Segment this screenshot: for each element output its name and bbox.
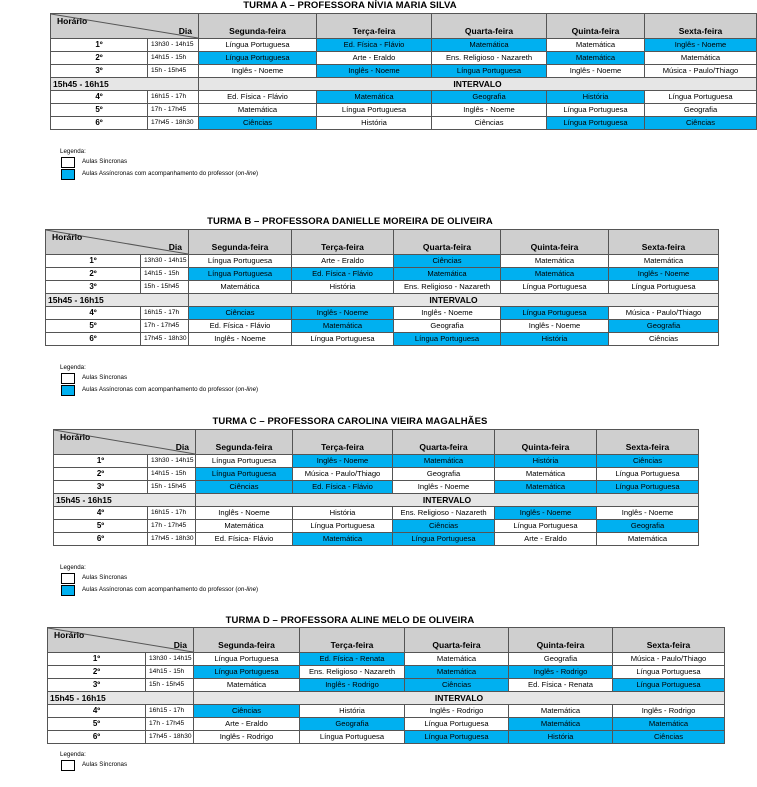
horario-dia-header xyxy=(48,628,194,653)
sync-class-cell: Música - Paulo/Thiago xyxy=(609,307,719,320)
async-class-cell: Língua Portuguesa xyxy=(547,117,645,130)
sync-class-cell: Língua Portuguesa xyxy=(293,520,393,533)
async-class-cell: Ciências xyxy=(645,117,757,130)
horario-label: Horário xyxy=(52,232,83,242)
period-number: 1º xyxy=(46,255,141,268)
period-number: 5º xyxy=(48,718,146,731)
sync-class-cell: Música - Paulo/Thiago xyxy=(293,468,393,481)
legend-async-suffix: ) xyxy=(256,586,259,593)
period-number: 2º xyxy=(48,666,146,679)
async-class-cell: Ciências xyxy=(196,481,293,494)
async-class-cell: Matemática xyxy=(432,39,547,52)
period-time: 17h45 - 18h30 xyxy=(146,731,194,744)
period-row xyxy=(51,91,757,104)
break-label: INTERVALO xyxy=(196,494,699,507)
legend-title: Legenda: xyxy=(60,148,86,155)
break-row xyxy=(51,78,757,91)
sync-class-cell: Ens. Religioso - Nazareth xyxy=(432,52,547,65)
async-class-cell: Inglês - Noeme xyxy=(609,268,719,281)
period-number: 4º xyxy=(48,705,146,718)
period-time: 15h - 15h45 xyxy=(148,65,199,78)
period-time: 13h30 - 14h15 xyxy=(141,255,189,268)
period-number: 3º xyxy=(48,679,146,692)
async-class-cell: Matemática xyxy=(317,91,432,104)
break-label: INTERVALO xyxy=(199,78,757,91)
async-class-cell: Ciências xyxy=(189,307,292,320)
legend-title: Legenda: xyxy=(60,564,86,571)
sync-class-cell: Matemática xyxy=(509,705,613,718)
period-number: 6º xyxy=(46,333,141,346)
async-class-cell: História xyxy=(495,455,597,468)
sync-class-cell: Língua Portuguesa xyxy=(199,39,317,52)
sync-class-cell: Língua Portuguesa xyxy=(609,281,719,294)
legend-async-text xyxy=(82,170,258,177)
sync-class-cell: Língua Portuguesa xyxy=(189,255,292,268)
async-class-cell: Língua Portuguesa xyxy=(613,679,725,692)
sync-class-cell: Língua Portuguesa xyxy=(597,468,699,481)
async-swatch xyxy=(61,169,75,180)
sync-class-cell: Inglês - Noeme xyxy=(196,507,293,520)
day-header: Sexta-feira xyxy=(613,628,725,653)
break-time: 15h45 - 16h15 xyxy=(51,78,199,91)
legend-title: Legenda: xyxy=(60,751,86,758)
header-row xyxy=(46,230,719,255)
legend-d xyxy=(60,751,320,787)
break-row xyxy=(48,692,725,705)
day-header: Quinta-feira xyxy=(495,430,597,455)
period-row xyxy=(54,533,699,546)
async-class-cell: Ciências xyxy=(393,520,495,533)
period-row xyxy=(46,255,719,268)
sync-class-cell: Geografia xyxy=(509,653,613,666)
period-row xyxy=(46,333,719,346)
dia-label: Dia xyxy=(168,242,182,252)
sync-class-cell: Língua Portuguesa xyxy=(613,666,725,679)
horario-dia-header xyxy=(46,230,189,255)
period-number: 3º xyxy=(54,481,148,494)
period-number: 2º xyxy=(54,468,148,481)
sync-class-cell: Geografia xyxy=(393,468,495,481)
async-class-cell: Matemática xyxy=(405,666,509,679)
sync-class-cell: Matemática xyxy=(199,104,317,117)
period-number: 5º xyxy=(51,104,148,117)
sync-class-cell: Inglês - Noeme xyxy=(189,333,292,346)
sync-class-cell: Língua Portuguesa xyxy=(405,718,509,731)
sync-class-cell: História xyxy=(292,281,394,294)
async-class-cell: Inglês - Rodrigo xyxy=(300,679,405,692)
schedule-table-d xyxy=(47,627,725,744)
async-class-cell: Matemática xyxy=(613,718,725,731)
sync-class-cell: Matemática xyxy=(501,255,609,268)
period-time: 16h15 - 17h xyxy=(148,507,196,520)
period-time: 17h - 17h45 xyxy=(141,320,189,333)
sync-class-cell: Ed. Física - Flávio xyxy=(199,91,317,104)
sync-class-cell: Geografia xyxy=(645,104,757,117)
async-class-cell: Inglês - Noeme xyxy=(317,65,432,78)
day-header: Segunda-feira xyxy=(189,230,292,255)
class-title-a: TURMA A – PROFESSORA NÍVIA MARIA SILVA xyxy=(243,0,457,11)
sync-class-cell: Música - Paulo/Thiago xyxy=(613,653,725,666)
async-class-cell: Ed. Física - Renata xyxy=(300,653,405,666)
header-row xyxy=(54,430,699,455)
period-row xyxy=(51,65,757,78)
day-header: Quinta-feira xyxy=(509,628,613,653)
dia-label: Dia xyxy=(178,26,192,36)
period-time: 13h30 - 14h15 xyxy=(148,39,199,52)
sync-class-cell: Inglês - Noeme xyxy=(199,65,317,78)
day-header: Terça-feira xyxy=(293,430,393,455)
period-number: 4º xyxy=(54,507,148,520)
async-class-cell: Ciências xyxy=(194,705,300,718)
async-swatch xyxy=(61,585,75,596)
period-row xyxy=(48,653,725,666)
day-header: Quarta-feira xyxy=(432,14,547,39)
period-time: 17h45 - 18h30 xyxy=(141,333,189,346)
period-number: 1º xyxy=(48,653,146,666)
async-class-cell: Matemática xyxy=(495,481,597,494)
async-class-cell: Geografia xyxy=(597,520,699,533)
sync-class-cell: Matemática xyxy=(194,679,300,692)
async-class-cell: Ciências xyxy=(394,255,501,268)
break-label: INTERVALO xyxy=(194,692,725,705)
period-number: 5º xyxy=(54,520,148,533)
day-header: Sexta-feira xyxy=(645,14,757,39)
legend-async-prefix: Aulas Assíncronas com acompanhamento do professor ( xyxy=(82,170,238,177)
period-time: 16h15 - 17h xyxy=(141,307,189,320)
period-time: 15h - 15h45 xyxy=(146,679,194,692)
period-number: 2º xyxy=(51,52,148,65)
async-class-cell: Língua Portuguesa xyxy=(432,65,547,78)
sync-class-cell: Ed. Física- Flávio xyxy=(196,533,293,546)
sync-class-cell: Inglês - Noeme xyxy=(394,307,501,320)
legend-sync-text: Aulas Síncronas xyxy=(82,374,128,381)
period-row xyxy=(48,718,725,731)
period-time: 14h15 - 15h xyxy=(141,268,189,281)
period-row xyxy=(46,268,719,281)
async-class-cell: Ciências xyxy=(613,731,725,744)
sync-class-cell: Língua Portuguesa xyxy=(194,653,300,666)
async-swatch xyxy=(61,385,75,396)
break-row xyxy=(46,294,719,307)
period-row xyxy=(54,507,699,520)
period-time: 13h30 - 14h15 xyxy=(146,653,194,666)
legend-sync-text: Aulas Síncronas xyxy=(82,574,128,581)
day-header: Segunda-feira xyxy=(199,14,317,39)
class-title-b: TURMA B – PROFESSORA DANIELLE MOREIRA DE OLIVEIRA xyxy=(207,216,493,227)
async-class-cell: Língua Portuguesa xyxy=(189,268,292,281)
sync-class-cell: Ciências xyxy=(432,117,547,130)
legend-c xyxy=(60,564,320,600)
period-row xyxy=(48,679,725,692)
async-class-cell: Inglês - Noeme xyxy=(645,39,757,52)
legend-async-suffix: ) xyxy=(256,170,259,177)
async-class-cell: Língua Portuguesa xyxy=(597,481,699,494)
day-header: Segunda-feira xyxy=(196,430,293,455)
sync-class-cell: História xyxy=(293,507,393,520)
day-header: Segunda-feira xyxy=(194,628,300,653)
period-number: 3º xyxy=(46,281,141,294)
day-header: Terça-feira xyxy=(317,14,432,39)
horario-label: Horário xyxy=(60,432,91,442)
sync-class-cell: Matemática xyxy=(405,653,509,666)
async-class-cell: Língua Portuguesa xyxy=(196,468,293,481)
sync-class-cell: Língua Portuguesa xyxy=(196,455,293,468)
async-class-cell: Língua Portuguesa xyxy=(199,52,317,65)
period-row xyxy=(54,455,699,468)
async-class-cell: Matemática xyxy=(293,533,393,546)
sync-class-cell: Língua Portuguesa xyxy=(317,104,432,117)
legend-async-suffix: ) xyxy=(256,386,259,393)
break-time: 15h45 - 16h15 xyxy=(46,294,189,307)
async-class-cell: Inglês - Rodrigo xyxy=(509,666,613,679)
async-class-cell: Ed. Física - Flávio xyxy=(317,39,432,52)
sync-class-cell: História xyxy=(300,705,405,718)
async-class-cell: Matemática xyxy=(292,320,394,333)
legend-title: Legenda: xyxy=(60,364,86,371)
schedule-table-c xyxy=(53,429,699,546)
period-row xyxy=(54,520,699,533)
async-class-cell: Geografia xyxy=(432,91,547,104)
period-number: 5º xyxy=(46,320,141,333)
sync-class-cell: Língua Portuguesa xyxy=(495,520,597,533)
sync-class-cell: Matemática xyxy=(547,39,645,52)
sync-swatch xyxy=(61,573,75,584)
legend-async-prefix: Aulas Assíncronas com acompanhamento do professor ( xyxy=(82,586,238,593)
legend-async-online: on-line xyxy=(237,386,257,393)
period-time: 17h - 17h45 xyxy=(148,520,196,533)
schedule-table-b xyxy=(45,229,719,346)
period-row xyxy=(46,320,719,333)
sync-class-cell: Inglês - Rodrigo xyxy=(613,705,725,718)
day-header: Sexta-feira xyxy=(609,230,719,255)
day-header: Quarta-feira xyxy=(405,628,509,653)
period-row xyxy=(51,117,757,130)
day-header: Terça-feira xyxy=(292,230,394,255)
period-row xyxy=(51,104,757,117)
async-class-cell: Ciências xyxy=(597,455,699,468)
period-row xyxy=(54,481,699,494)
period-time: 17h - 17h45 xyxy=(146,718,194,731)
day-header: Quinta-feira xyxy=(547,14,645,39)
period-row xyxy=(46,281,719,294)
legend-sync-text: Aulas Síncronas xyxy=(82,158,128,165)
dia-label: Dia xyxy=(175,442,189,452)
legend-sync-text: Aulas Síncronas xyxy=(82,761,128,768)
sync-class-cell: Arte - Eraldo xyxy=(292,255,394,268)
sync-class-cell: Ens. Religioso - Nazareth xyxy=(393,507,495,520)
day-header: Quarta-feira xyxy=(394,230,501,255)
sync-class-cell: Ed. Física - Renata xyxy=(509,679,613,692)
period-time: 14h15 - 15h xyxy=(148,468,196,481)
async-class-cell: Matemática xyxy=(501,268,609,281)
horario-dia-header xyxy=(51,14,199,39)
async-class-cell: Ed. Física - Flávio xyxy=(292,268,394,281)
class-title-d: TURMA D – PROFESSORA ALINE MELO DE OLIVEIRA xyxy=(225,615,475,626)
day-header: Quinta-feira xyxy=(501,230,609,255)
sync-class-cell: Inglês - Noeme xyxy=(547,65,645,78)
period-time: 15h - 15h45 xyxy=(148,481,196,494)
sync-class-cell: Matemática xyxy=(597,533,699,546)
sync-class-cell: História xyxy=(317,117,432,130)
header-row xyxy=(48,628,725,653)
async-class-cell: Ed. Física - Flávio xyxy=(293,481,393,494)
schedule-table-a xyxy=(50,13,757,130)
sync-class-cell: Música - Paulo/Thiago xyxy=(645,65,757,78)
sync-class-cell: Inglês - Noeme xyxy=(432,104,547,117)
period-time: 14h15 - 15h xyxy=(148,52,199,65)
async-class-cell: Ciências xyxy=(405,679,509,692)
break-row xyxy=(54,494,699,507)
sync-class-cell: Matemática xyxy=(196,520,293,533)
sync-class-cell: Língua Portuguesa xyxy=(547,104,645,117)
period-row xyxy=(51,39,757,52)
sync-class-cell: Ens. Religioso - Nazareth xyxy=(300,666,405,679)
sync-class-cell: Inglês - Noeme xyxy=(597,507,699,520)
period-number: 4º xyxy=(51,91,148,104)
sync-class-cell: Inglês - Noeme xyxy=(393,481,495,494)
horario-dia-header xyxy=(54,430,196,455)
sync-class-cell: Língua Portuguesa xyxy=(292,333,394,346)
period-time: 17h45 - 18h30 xyxy=(148,117,199,130)
sync-class-cell: Ens. Religioso - Nazareth xyxy=(394,281,501,294)
async-class-cell: Língua Portuguesa xyxy=(405,731,509,744)
period-number: 1º xyxy=(54,455,148,468)
async-class-cell: História xyxy=(509,731,613,744)
period-time: 17h - 17h45 xyxy=(148,104,199,117)
async-class-cell: Língua Portuguesa xyxy=(394,333,501,346)
async-class-cell: Matemática xyxy=(509,718,613,731)
sync-class-cell: Geografia xyxy=(394,320,501,333)
sync-class-cell: Arte - Eraldo xyxy=(194,718,300,731)
period-time: 13h30 - 14h15 xyxy=(148,455,196,468)
period-number: 3º xyxy=(51,65,148,78)
period-number: 2º xyxy=(46,268,141,281)
dia-label: Dia xyxy=(173,640,187,650)
period-time: 15h - 15h45 xyxy=(141,281,189,294)
sync-class-cell: Matemática xyxy=(495,468,597,481)
sync-swatch xyxy=(61,157,75,168)
async-class-cell: Inglês - Noeme xyxy=(292,307,394,320)
period-time: 16h15 - 17h xyxy=(146,705,194,718)
legend-async-online: on-line xyxy=(237,170,257,177)
async-class-cell: História xyxy=(547,91,645,104)
legend-async-online: on-line xyxy=(237,586,257,593)
sync-class-cell: Inglês - Noeme xyxy=(501,320,609,333)
class-title-c: TURMA C – PROFESSORA CAROLINA VIEIRA MAGALHÃES xyxy=(212,416,488,427)
period-time: 14h15 - 15h xyxy=(146,666,194,679)
break-label: INTERVALO xyxy=(189,294,719,307)
async-class-cell: Inglês - Noeme xyxy=(495,507,597,520)
period-time: 16h15 - 17h xyxy=(148,91,199,104)
period-number: 6º xyxy=(54,533,148,546)
period-row xyxy=(54,468,699,481)
legend-b xyxy=(60,364,320,400)
break-time: 15h45 - 16h15 xyxy=(48,692,194,705)
horario-label: Horário xyxy=(54,630,85,640)
period-row xyxy=(48,705,725,718)
period-row xyxy=(48,666,725,679)
async-class-cell: Língua Portuguesa xyxy=(393,533,495,546)
period-number: 6º xyxy=(48,731,146,744)
sync-class-cell: Matemática xyxy=(609,255,719,268)
period-row xyxy=(48,731,725,744)
day-header: Quarta-feira xyxy=(393,430,495,455)
sync-class-cell: Inglês - Rodrigo xyxy=(405,705,509,718)
sync-class-cell: Matemática xyxy=(645,52,757,65)
sync-class-cell: Matemática xyxy=(189,281,292,294)
day-header: Sexta-feira xyxy=(597,430,699,455)
legend-async-text xyxy=(82,586,258,593)
period-number: 1º xyxy=(51,39,148,52)
async-class-cell: Geografia xyxy=(300,718,405,731)
async-class-cell: Ciências xyxy=(199,117,317,130)
header-row xyxy=(51,14,757,39)
legend-async-prefix: Aulas Assíncronas com acompanhamento do professor ( xyxy=(82,386,238,393)
sync-class-cell: Língua Portuguesa xyxy=(645,91,757,104)
period-number: 6º xyxy=(51,117,148,130)
async-class-cell: Matemática xyxy=(547,52,645,65)
async-class-cell: Inglês - Noeme xyxy=(293,455,393,468)
period-row xyxy=(51,52,757,65)
day-header: Terça-feira xyxy=(300,628,405,653)
period-row xyxy=(46,307,719,320)
sync-class-cell: Ed. Física - Flávio xyxy=(189,320,292,333)
async-class-cell: Matemática xyxy=(394,268,501,281)
sync-class-cell: Inglês - Rodrigo xyxy=(194,731,300,744)
async-class-cell: Matemática xyxy=(393,455,495,468)
sync-swatch xyxy=(61,760,75,771)
sync-class-cell: Ciências xyxy=(609,333,719,346)
sync-swatch xyxy=(61,373,75,384)
async-class-cell: História xyxy=(501,333,609,346)
legend-async-text xyxy=(82,386,258,393)
sync-class-cell: Arte - Eraldo xyxy=(317,52,432,65)
async-class-cell: Língua Portuguesa xyxy=(194,666,300,679)
period-time: 17h45 - 18h30 xyxy=(148,533,196,546)
break-time: 15h45 - 16h15 xyxy=(54,494,196,507)
sync-class-cell: Arte - Eraldo xyxy=(495,533,597,546)
async-class-cell: Geografia xyxy=(609,320,719,333)
sync-class-cell: Língua Portuguesa xyxy=(300,731,405,744)
sync-class-cell: Língua Portuguesa xyxy=(501,281,609,294)
period-number: 4º xyxy=(46,307,141,320)
legend-a xyxy=(60,148,320,184)
horario-label: Horário xyxy=(57,16,88,26)
async-class-cell: Língua Portuguesa xyxy=(501,307,609,320)
